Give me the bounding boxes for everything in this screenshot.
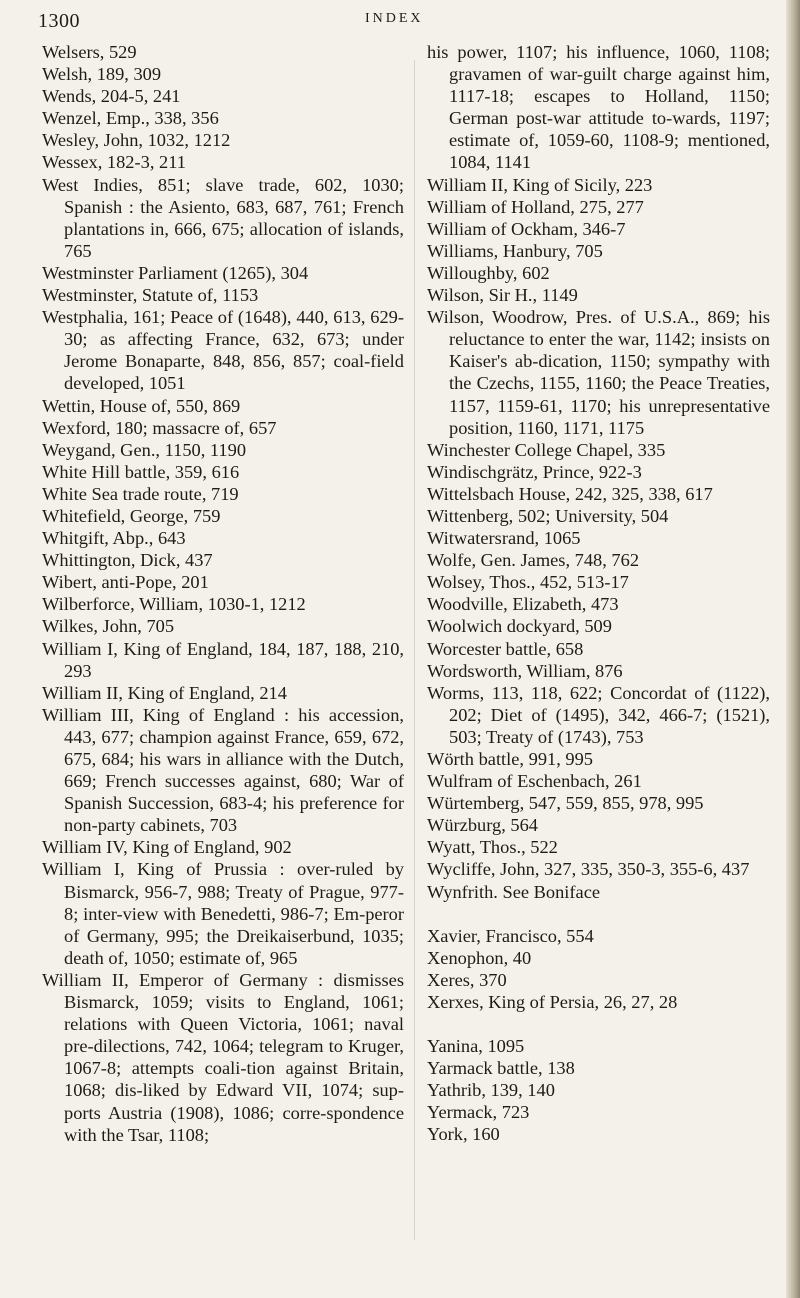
index-entry: Welsers, 529 [42,42,137,62]
index-entry: Westphalia, 161; Peace of (1648), 440, 613, 629-30; as affecting France, 632, 673; under Jerome Bonaparte, 848, 856, 857; coal-field developed, 1051 [42,307,404,394]
index-entry: Wittenberg, 502; University, 504 [427,505,669,526]
index-entry: William II, King of England, 214 [42,682,287,703]
index-entry: his power, 1107; his influence, 1060, 1108; gravamen of war-guilt charge against him, 1117-18; escapes to Holland, 1150; German post-war attitude to-wards, 1197; estimate of, 1059-60, 1108-9; mentioned, 1084, 1141 [427,42,770,173]
index-entry: Worms, 113, 118, 622; Concordat of (1122), 202; Diet of (1495), 342, 466-7; (1521), 503; Treaty of (1743), 753 [427,682,770,747]
index-entry: Wilberforce, William, 1030-1, 1212 [42,594,306,615]
index-entry: William of Holland, 275, 277 [427,196,644,217]
index-column-left [42,41,404,1146]
index-entry: Würzburg, 564 [427,815,538,836]
index-entry: Woodville, Elizabeth, 473 [427,594,619,615]
index-entry: Westminster, Statute of, 1153 [42,285,259,306]
index-entry: Witwatersrand, 1065 [427,528,581,549]
index-entry: Wilson, Woodrow, Pres. of U.S.A., 869; his reluctance to enter the war, 1142; insists on Kaiser's ab-dication, 1150; sympathy with the Czechs, 1155, 1160; the Peace Treaties, 1157, 1159-61, 1170; his unrepresentative position, 1160, 1171, 1175 [427,307,770,438]
index-entry: Wittelsbach House, 242, 325, 338, 617 [427,483,713,504]
index-entry: Whitefield, George, 759 [42,505,221,526]
index-entry: Winchester College Chapel, 335 [427,439,666,460]
index-entry: Wynfrith. See Boniface [427,881,601,902]
index-entry: Wettin, House of, 550, 869 [42,395,241,416]
index-entry: William I, King of England, 184, 187, 188, 210, 293 [42,638,404,681]
index-entry: White Sea trade route, 719 [42,483,239,504]
index-entry: Wolsey, Thos., 452, 513-17 [427,572,629,593]
index-entry: White Hill battle, 359, 616 [42,461,240,482]
index-entry: William I, King of Prussia : over-ruled by Bismarck, 956-7, 988; Treaty of Prague, 977-8; inter-view with Benedetti, 986-7; Em-peror of Germany, 995; the Dreikaiserbund, 1035; death of, 1050; estimate of, 965 [42,859,404,968]
index-entry: Wilkes, John, 705 [42,616,175,637]
running-head: INDEX [365,11,424,26]
index-entry: Wordsworth, William, 876 [427,660,623,681]
index-entry: Wexford, 180; massacre of, 657 [42,417,277,438]
index-entry: Whitgift, Abp., 643 [42,528,186,549]
index-entry: Willoughby, 602 [427,262,550,283]
index-entry: Williams, Hanbury, 705 [427,240,603,261]
index-entry: William IV, King of England, 902 [42,837,292,858]
index-entry: Xenophon, 40 [427,947,532,968]
index-entry: Westminster Parliament (1265), 304 [42,262,309,283]
index-entry: William II, King of Sicily, 223 [427,174,653,195]
index-entry: William of Ockham, 346-7 [427,218,626,239]
index-entry: Wolfe, Gen. James, 748, 762 [427,550,640,571]
index-entry: Wessex, 182-3, 211 [42,152,186,173]
index-entry: York, 160 [427,1124,500,1145]
index-entry: Xerxes, King of Persia, 26, 27, 28 [427,991,678,1012]
index-entry: Xeres, 370 [427,969,507,990]
index-entry: Yathrib, 139, 140 [427,1080,555,1101]
page-number: 1300 [38,10,80,32]
column-divider [414,60,415,1240]
index-entry: Wesley, John, 1032, 1212 [42,130,231,151]
index-entry: Wörth battle, 991, 995 [427,749,593,769]
index-entry: West Indies, 851; slave trade, 602, 1030; Spanish : the Asiento, 683, 687, 761; French plantations in, 666, 675; allocation of islands, 765 [42,174,404,261]
index-entry: Welsh, 189, 309 [42,64,162,85]
index-entry: Yermack, 723 [427,1102,530,1123]
letter-section-gap [427,1013,770,1035]
index-entry: Wibert, anti-Pope, 201 [42,572,209,593]
index-entry: Wilson, Sir H., 1149 [427,285,578,306]
index-column-right [427,41,770,1146]
index-entry: Wulfram of Eschenbach, 261 [427,771,642,792]
index-entry: William III, King of England : his accession, 443, 677; champion against France, 659, 672, 675, 684; his wars in alliance with the Dutch, 669; French successes against, 680; War of Spanish Succession, 683-4; his preference for non-party cabinets, 703 [42,704,404,836]
letter-section-gap [427,903,770,925]
index-entry: Würtemberg, 547, 559, 855, 978, 995 [427,793,704,814]
index-entry: Weygand, Gen., 1150, 1190 [42,439,247,460]
index-entry: Wends, 204-5, 241 [42,86,181,107]
index-entry: Xavier, Francisco, 554 [427,925,594,946]
index-entry: Yarmack battle, 138 [427,1058,575,1079]
index-entry: Whittington, Dick, 437 [42,550,213,571]
index-entry: Woolwich dockyard, 509 [427,616,612,637]
index-entry: Wenzel, Emp., 338, 356 [42,108,219,129]
index-entry: Windischgrätz, Prince, 922-3 [427,461,642,482]
index-entry: William II, Emperor of Germany : dismisses Bismarck, 1059; visits to England, 1061; relations with Queen Victoria, 1061; naval pre-dilections, 742, 1064; telegram to Kruger, 1067-8; attempts coali-tion against Britain, 1068; dis-liked by Edward VII, 1074; sup-ports Austria (1908), 1086; corre-spondence with the Tsar, 1108; [42,969,404,1145]
index-entry: Wyatt, Thos., 522 [427,837,558,858]
index-entry: Yanina, 1095 [427,1036,525,1057]
page-edge [786,0,800,1298]
index-entry: Wycliffe, John, 327, 335, 350-3, 355-6, 437 [427,859,750,880]
index-entry: Worcester battle, 658 [427,638,584,659]
